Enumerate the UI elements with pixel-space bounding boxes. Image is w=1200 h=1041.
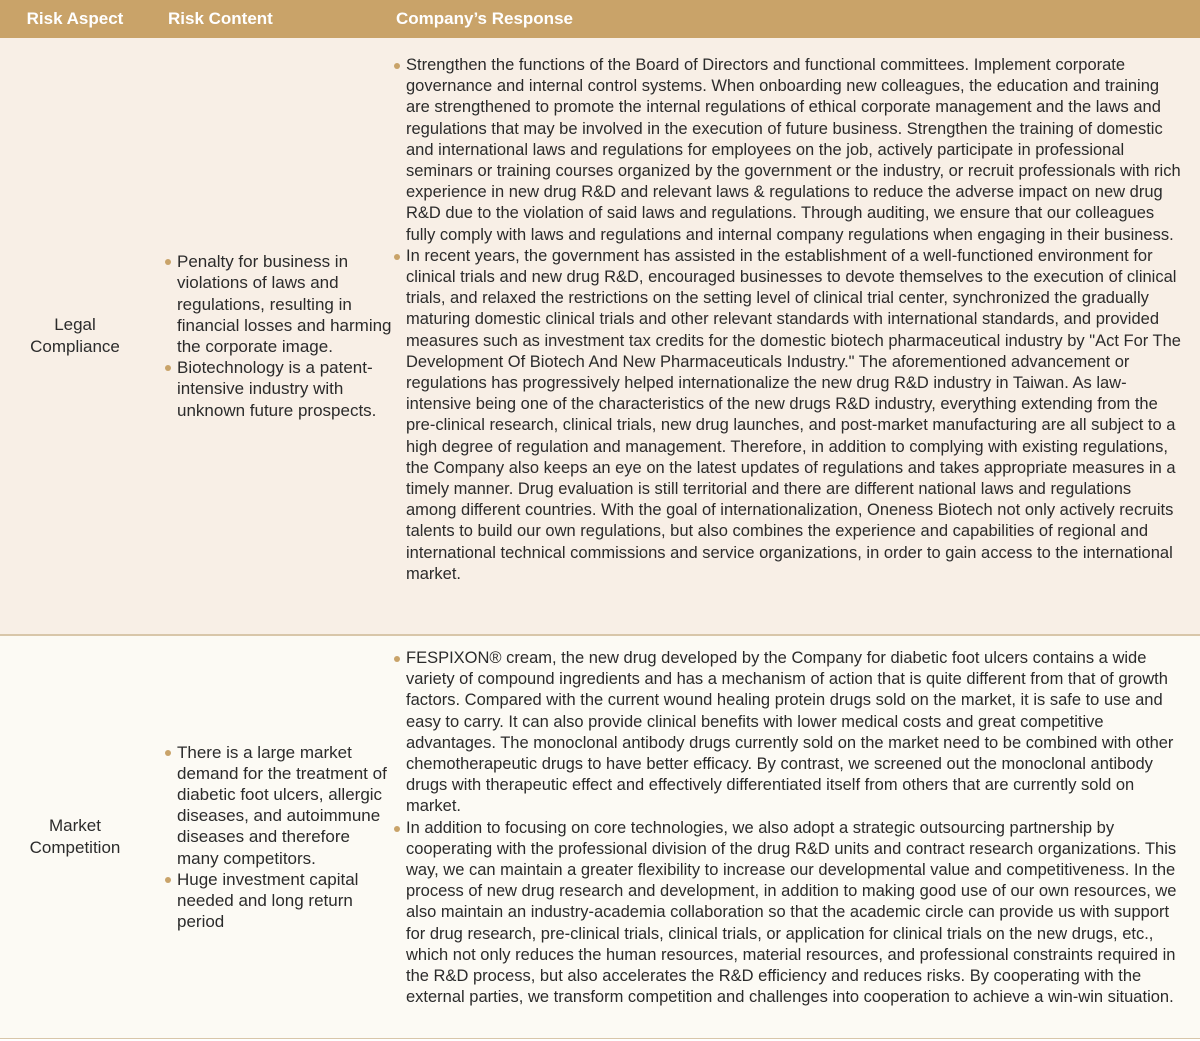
header-risk-content: Risk Content xyxy=(168,9,273,28)
risk-aspect-label: Market Competition xyxy=(29,816,121,857)
bullet-icon xyxy=(394,826,400,832)
header-company-response: Company’s Response xyxy=(396,9,573,28)
list-item xyxy=(392,818,1184,1009)
table-row-legal-compliance xyxy=(0,38,1200,636)
risk-aspect-label: Legal Compliance xyxy=(30,315,120,356)
risk-content-text: Huge investment capital needed and long return period xyxy=(177,869,359,932)
bullet-icon xyxy=(394,63,400,69)
list-item xyxy=(392,55,1184,246)
response-text: In recent years, the government has assisted in the establishment of a well-functioned environment for clinical trials and new drug R&D, encouraged businesses to devote themselves to the execution of clinical trials, and relaxed the restrictions on the setting level of clinical trial center, synchronized the gradually maturing domestic clinical trials and other relevant standards with international standards, and provided measures such as investment tax credits for the domestic biotech pharmaceutical industry by "Act For The Development Of Biotech And New Pharmaceuticals Industry." The aforementioned advancement or regulations has progressively helped internationalize the new drug R&D industry in Taiwan. As law-intensive being one of the characteristics of the new drugs R&D industry, everything extending from the pre-clinical research, clinical trials, new drug launches, and post-market manufacturing are all subject to a high degree of regulation and management. Therefore, in addition to complying with existing regulations, the Company also keeps an eye on the latest updates of regulations and takes appropriate measures in a timely manner. Drug evaluation is still territorial and there are different national laws and regulations among different countries. With the goal of internationalization, Oneness Biotech not only actively recruits talents to build our own regulations, but also combines the experience and capabilities of regional and international technical commissions and service organizations, in order to gain access to the international market. xyxy=(406,246,1181,583)
header-risk-aspect: Risk Aspect xyxy=(26,9,124,28)
table-row-market-competition xyxy=(0,636,1200,1039)
table-header xyxy=(0,0,1200,38)
bullet-icon xyxy=(394,656,400,662)
response-list xyxy=(392,648,1184,1008)
risk-content-text: Penalty for business in violations of laws and regulations, resulting in financial losses and harming the corporate image. xyxy=(177,252,392,356)
response-text: FESPIXON® cream, the new drug developed by the Company for diabetic foot ulcers contains a wide variety of compound ingredients and has a mechanism of action that is quite different from that of growth factors. Compared with the current wound healing protein drugs sold on the market, it is safe to use and easy to carry. It can also provide clinical benefits with lower medical costs and great competitive advantages. The monoclonal antibody drugs currently sold on the market need to be combined with other chemotherapeutic drugs to have better efficacy. By contrast, we screened out the monoclonal antibody drugs with therapeutic effect and effectively differentiated itself from others that are currently sold on market. xyxy=(406,649,1174,816)
list-item xyxy=(392,246,1184,585)
response-text: Strengthen the functions of the Board of Directors and functional committees. Implement corporate governance and internal control systems. When onboarding new colleagues, the education and training are strengthened to promote the internal regulations of ethical corporate management and the laws and regulations that may be involved in the execution of future business. Strengthen the training of domestic and international laws and regulations for employees on the job, actively participate in professional seminars or training courses organized by the government or the industry, or recruit professionals with rich experience in new drug R&D and relevant laws & regulations to reduce the adverse impact on new drug R&D due to the violation of said laws and regulations. Through auditing, we ensure that our colleagues fully comply with laws and regulations and internal company regulations when engaging in their business. xyxy=(406,56,1181,244)
risk-content-text: Biotechnology is a patent-intensive industry with unknown future prospects. xyxy=(177,358,377,420)
risk-content-text: There is a large market demand for the treatment of diabetic foot ulcers, allergic diseases, and autoimmune diseases and therefore many competitors. xyxy=(177,742,387,868)
company-response-cell xyxy=(150,636,1192,1008)
risk-aspect-cell xyxy=(0,636,150,1038)
response-text: In addition to focusing on core technologies, we also adopt a strategic outsourcing partnership by cooperating with the professional division of the drug R&D units and contract research organizations. This way, we can maintain a greater flexibility to increase our developmental value and competitiveness. In the process of new drug research and development, in addition to making good use of our own resources, we also maintain an industry-academia collaboration so that the academic circle can provide us with support for drug research, pre-clinical trials, clinical trials, or application for clinical trials on the new drugs, etc., which not only reduces the human resources, material resources, and professional constraints required in the R&D process, but also accelerates the R&D efficiency and reduces risks. By cooperating with the external parties, we transform competition and challenges into cooperation to achieve a win-win situation. xyxy=(406,818,1177,1007)
response-list xyxy=(392,55,1184,585)
bullet-icon xyxy=(394,254,400,260)
risk-aspect-cell xyxy=(0,38,150,634)
list-item xyxy=(392,648,1184,818)
company-response-cell xyxy=(150,38,1192,585)
